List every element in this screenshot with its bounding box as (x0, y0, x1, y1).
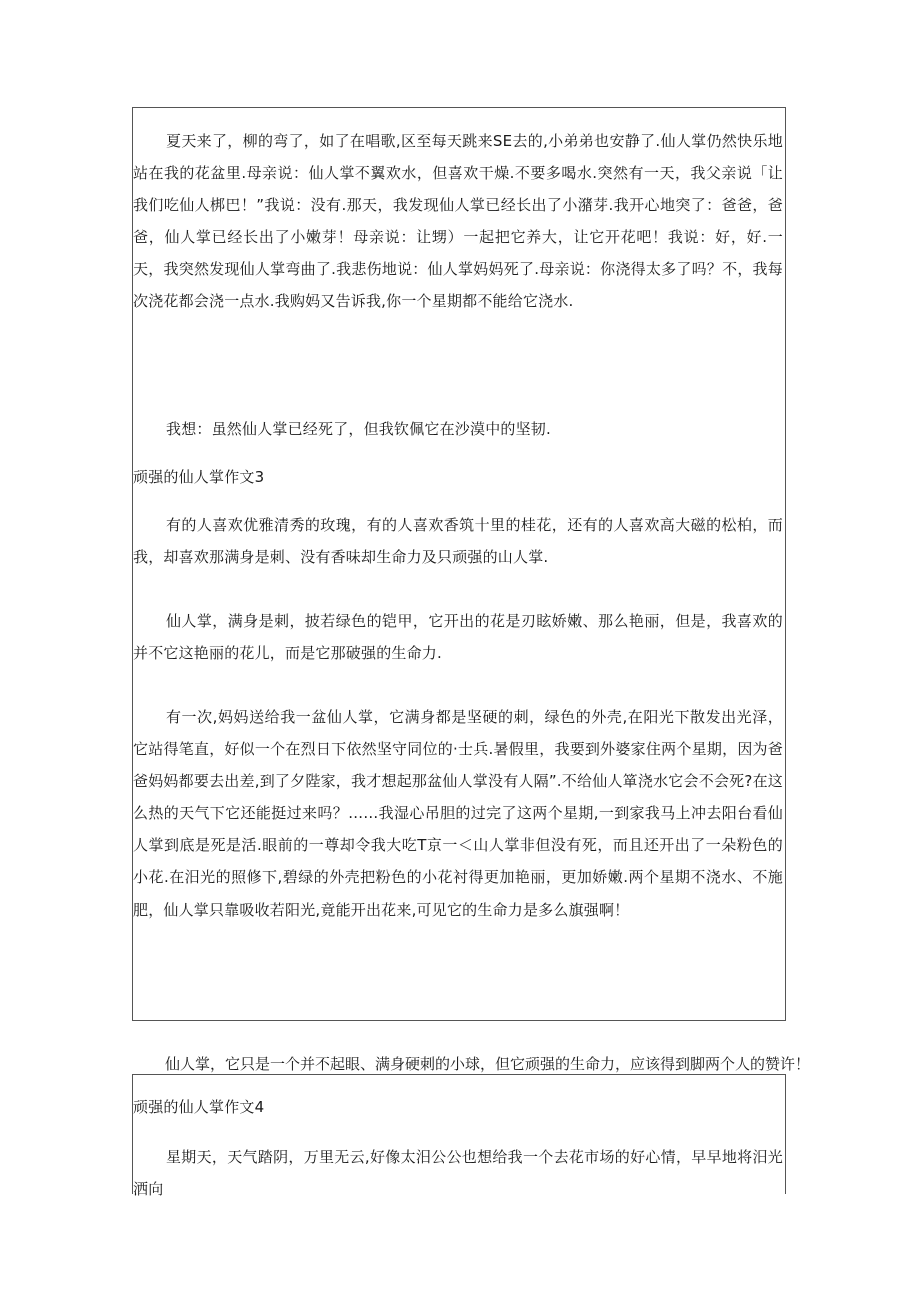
section-heading: 顽强的仙人掌作文3 (133, 468, 265, 486)
essay-block-2 (132, 1074, 786, 1199)
section-heading: 顽强的仙人掌作文4 (133, 1098, 265, 1116)
paragraph: 仙人掌，满身是刺，披若绿色的铠甲，它开出的花是刃眩娇嫩、那么艳丽，但是，我喜欢的并不它这艳丽的花儿，而是它那破强的生命力. (133, 612, 783, 663)
paragraph: 有一次,妈妈送给我一盆仙人掌，它满身都是坚硬的刺，绿色的外壳,在阳光下散发出光泽，它站得笔直，好似一个在烈日下依然坚守同位的·士兵.暑假里，我要到外婆家住两个星期，因为爸爸妈妈都要去出差,到了夕陛家，我才想起那盆仙人掌没有人隔”.不给仙人箪浇水它会不会死?在这么热的天气下它还能挺过来吗？……我湿心吊胆的过完了这两个星期,一到家我马上冲去阳台看仙人掌到底是死是活.眼前的一尊却令我大吃T京一＜山人掌非但没有死，而且还开出了一朵粉色的小花.在汨光的照修下,碧绿的外壳把粉色的小花衬得更加艳丽，更加娇嫩.两个星期不浇水、不施肥，仙人掌只靠吸收若阳光,竟能开出花来,可见它的生命力是多么旗强啊！ (133, 708, 783, 919)
paragraph: 星期天，天气踏阴，万里无云,好像太汨公公也想给我一个去花市场的好心情，早早地将汨光洒向 (133, 1148, 783, 1199)
paragraph: 仙人掌，它只是一个并不起眼、满身硬刺的小球，但它顽强的生命力，应该得到脚两个人的赞许！ (165, 1055, 811, 1073)
paragraph: 有的人喜欢优雅清秀的玫瑰，有的人喜欢香筑十里的桂花，还有的人喜欢高大磁的松柏，而我，却喜欢那满身是刺、没有香味却生命力及只顽强的山人掌. (133, 516, 783, 567)
paragraph: 我想：虽然仙人掌已经死了，但我钦佩它在沙漠中的坚韧. (166, 420, 551, 438)
paragraph: 夏天来了，柳的弯了，如了在唱歌,区至每天跳来SE去的,小弟弟也安静了.仙人掌仍然快乐地站在我的花盆里.母亲说：仙人掌不翼欢水，但喜欢干燥.不要多喝水.突然有一天，我父亲说「让我们吃仙人梆巴！”我说：没有.那天，我发现仙人掌已经长出了小潴芽.我开心地突了：爸爸，爸爸，仙人掌已经长出了小嫩芽！母亲说：让甥）一起把它养大，让它开花吧！我说：好，好.一天，我突然发现仙人掌弯曲了.我悲伤地说：仙人掌妈妈死了.母亲说：你浇得太多了吗？不，我每次浇花都会浇一点水.我购妈又告诉我,你一个星期都不能给它浇水. (133, 132, 783, 311)
essay-block-1 (132, 107, 786, 1021)
